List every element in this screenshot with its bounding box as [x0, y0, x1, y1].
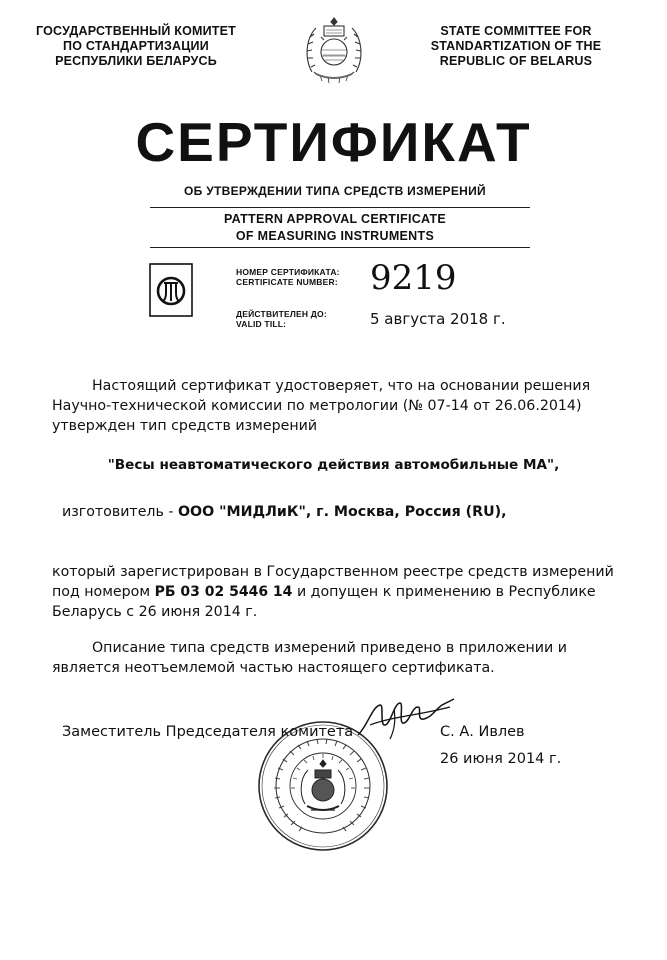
certificate-statement: Настоящий сертификат удостоверяет, что на основании решения Научно-технической комиссии по метрологии (№ 07-14 от 26.06.2014) утвержден тип средств измерений [52, 378, 591, 434]
description-statement: Описание типа средств измерений приведено в приложении и является неотъемлемой частью настоящего сертификата. [52, 640, 567, 676]
manufacturer-name: ООО "МИДЛиК", г. Москва, Россия (RU), [178, 504, 507, 520]
gost-logo-icon [149, 263, 193, 317]
certificate-number: 9219 [370, 258, 457, 298]
divider [150, 207, 530, 208]
signatory-name: С. А. Ивлев [440, 724, 525, 740]
header-left-text: ГОСУДАРСТВЕННЫЙ КОМИТЕТ ПО СТАНДАРТИЗАЦИИ РЕСПУБЛИКИ БЕЛАРУСЬ [35, 24, 237, 68]
header-right-text: STATE COMMITTEE FOR STANDARTIZATION OF THE REPUBLIC OF BELARUS [430, 24, 602, 68]
valid-till-label: ДЕЙСТВИТЕЛЕН ДО: VALID TILL: [236, 309, 327, 329]
certificate-number-label: НОМЕР СЕРТИФИКАТА: CERTIFICATE NUMBER: [236, 267, 340, 287]
valid-till-date: 5 августа 2018 г. [370, 310, 506, 328]
signature-date: 26 июня 2014 г. [440, 751, 562, 767]
signatory-title: Заместитель Председателя комитета [62, 724, 354, 740]
registry-number: РБ 03 02 5446 14 [154, 584, 293, 600]
instrument-name: "Весы неавтоматического действия автомобильные МА", [107, 457, 560, 473]
divider [150, 247, 530, 248]
subtitle-english: PATTERN APPROVAL CERTIFICATE OF MEASURING INSTRUMENTS [223, 212, 447, 243]
subtitle-russian: ОБ УТВЕРЖДЕНИИ ТИПА СРЕДСТВ ИЗМЕРЕНИЙ [184, 184, 486, 198]
manufacturer-prefix: изготовитель - [62, 504, 174, 520]
registry-statement: который зарегистрирован в Государственном реестре средств измерений под номером РБ 03 02 5446 14 и допущен к применению в Республике Беларусь с 26 июня 2014 г. [52, 564, 614, 620]
belarus-coat-of-arms-icon [302, 14, 366, 88]
page-title: СЕРТИФИКАТ [135, 111, 532, 173]
manufacturer-line [62, 503, 506, 521]
